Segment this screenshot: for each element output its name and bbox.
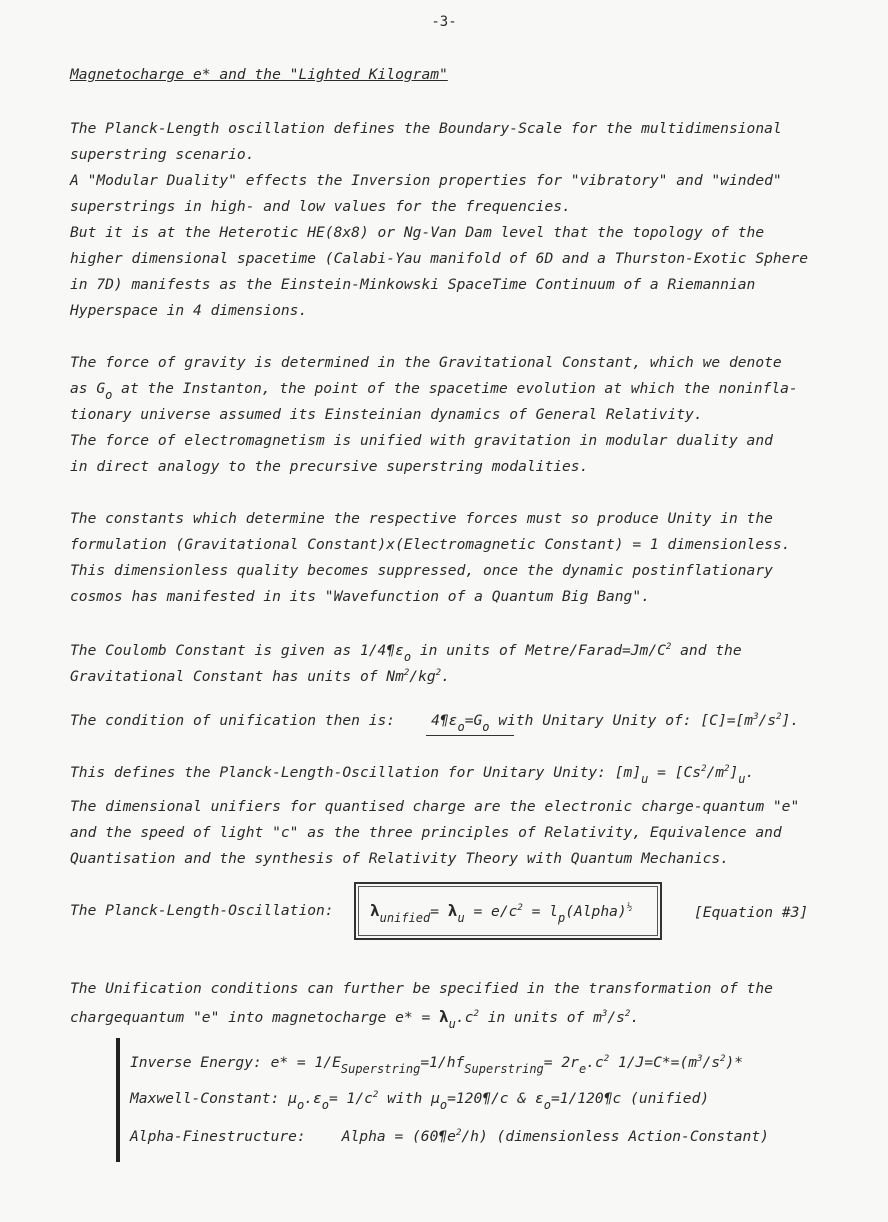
equation-3: $\lambda_{unified}= \lambda_u = e/c^2$ = $l_p(Alpha)^{\frac{1}{2}}$ — [370, 901, 633, 925]
text-line: Quantisation and the synthesis of Relativity Theory with Quantum Mechanics. — [70, 850, 729, 867]
formula-alpha: Alpha-Finestructure: Alpha = $(60\P e^2/h)$ (dimensionless Action-Constant) — [130, 1128, 769, 1145]
text-line: A "Modular Duality" effects the Inversion properties for "vibratory" and "winded" — [70, 172, 782, 189]
text-line: formulation (Gravitational Constant)x(Electromagnetic Constant) = 1 dimensionless. — [70, 536, 791, 553]
text-line: The constants which determine the respective forces must so produce Unity in the — [70, 510, 773, 527]
section-title: Magnetocharge e* and the "Lighted Kilogram" — [70, 66, 448, 83]
text-line: in direct analogy to the precursive superstring modalities. — [70, 458, 589, 475]
margin-bar — [116, 1038, 120, 1162]
text-line: The Coulomb Constant is given as $1/4\P\varepsilon_o$ in units of Metre/$Farad=Jm/C^2$ and the — [70, 642, 742, 664]
text-line: Gravitational Constant has units of $Nm^2/kg^2$. — [70, 668, 450, 685]
underline-rule — [426, 735, 514, 736]
text-line: The dimensional unifiers for quantised charge are the electronic charge-quantum "e" — [70, 798, 800, 815]
text-line: chargequantum "e" into magnetocharge $e* = \lambda_u.c^2$ in units of $m^3/s^2$. — [70, 1007, 640, 1031]
text-line: as $G_o$ at the Instanton, the point of the spacetime evolution at which the noninfla- — [70, 380, 798, 402]
text-line: higher dimensional spacetime (Calabi-Yau manifold of 6D and a Thurston-Exotic Sphere — [70, 250, 809, 267]
text-line: superstring scenario. — [70, 146, 255, 163]
equation-tag: [Equation #3] — [694, 904, 809, 921]
text-line: The force of electromagnetism is unified with gravitation in modular duality and — [70, 432, 773, 449]
text-line: This dimensionless quality becomes suppressed, once the dynamic postinflationary — [70, 562, 773, 579]
unification-condition: The condition of unification then is: $4\P\varepsilon_o=G_o$ with Unitary Unity of: $[C]=[m^3/s^2]$. — [70, 712, 800, 734]
equation-box — [354, 882, 662, 940]
text-line: superstrings in high- and low values for the frequencies. — [70, 198, 571, 215]
text-line: The Unification conditions can further be specified in the transformation of the — [70, 980, 773, 997]
text-line: The Planck-Length oscillation defines the Boundary-Scale for the multidimensional — [70, 120, 782, 137]
text-line: tionary universe assumed its Einsteinian dynamics of General Relativity. — [70, 406, 703, 423]
text-line: and the speed of light "c" as the three principles of Relativity, Equivalence and — [70, 824, 782, 841]
page-number: -3- — [431, 14, 457, 30]
formula-inverse-energy: Inverse Energy: $e* = 1/E_{Superstring}=1/hf_{Superstring}= 2r_e.c^2$ $1/J=C*=(m^3/s^2)*$ — [130, 1054, 744, 1076]
text-line: cosmos has manifested in its "Wavefunction of a Quantum Big Bang". — [70, 588, 650, 605]
text-line: But it is at the Heterotic HE(8x8) or Ng-Van Dam level that the topology of the — [70, 224, 765, 241]
equation-label: The Planck-Length-Oscillation: — [70, 902, 334, 919]
text-line: The force of gravity is determined in the Gravitational Constant, which we denote — [70, 354, 782, 371]
text-line: This defines the Planck-Length-Oscillation for Unitary Unity: $[m]_u = [Cs^2/m^2]_u$. — [70, 764, 755, 786]
formula-maxwell-constant: Maxwell-Constant: $\mu_o.\varepsilon_o= 1/c^2$ with $\mu_o=120\P/c$ & $\varepsilon_o=1/120\P c$ (unified) — [130, 1090, 710, 1112]
text-line: Hyperspace in 4 dimensions. — [70, 302, 308, 319]
text-line: in 7D) manifests as the Einstein-Minkowski SpaceTime Continuum of a Riemannian — [70, 276, 756, 293]
